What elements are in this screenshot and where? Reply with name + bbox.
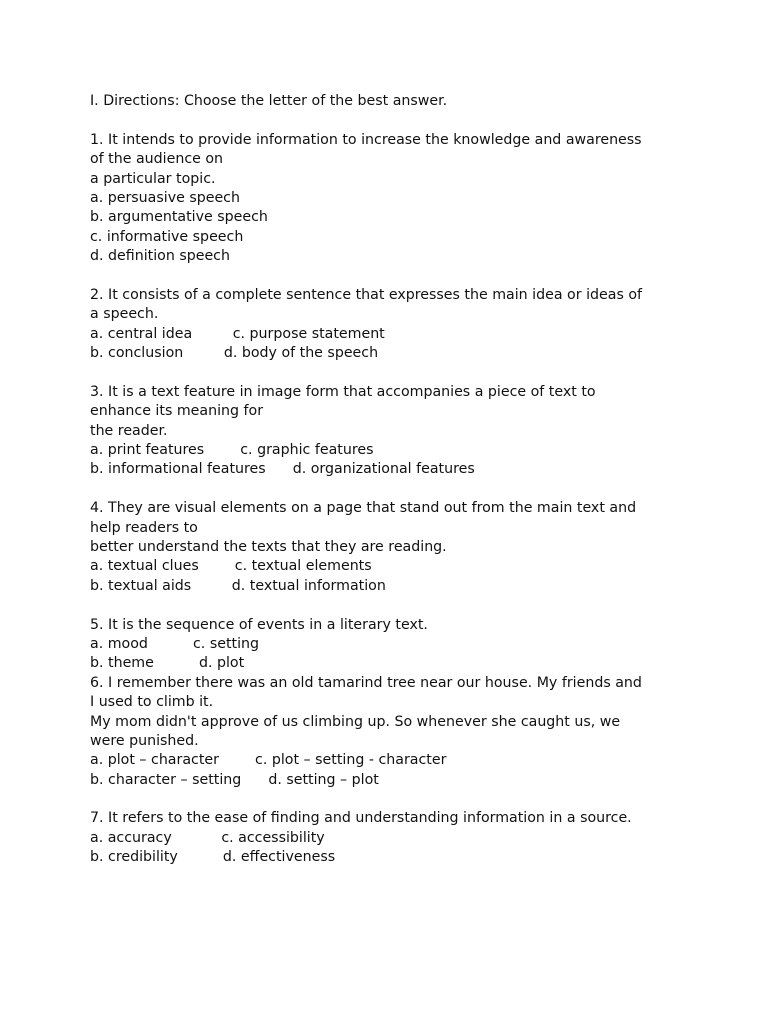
question-block-7: [90, 809, 690, 867]
question-6-text-line: were punished.: [90, 732, 199, 749]
spacer: [90, 596, 690, 615]
question-4-options-bd: b. textual aids d. textual information: [90, 577, 386, 594]
spacer: [90, 267, 690, 286]
question-1-text-line: a particular topic.: [90, 170, 216, 187]
spacer: [90, 363, 690, 382]
question-7-options-ac: a. accuracy c. accessibility: [90, 829, 325, 846]
question-7-options-bd: b. credibility d. effectiveness: [90, 849, 336, 866]
spacer: [90, 111, 690, 130]
question-6-text-line: 6. I remember there was an old tamarind tree near our house. My friends and: [90, 674, 642, 691]
question-1-option-a: a. persuasive speech: [90, 189, 240, 206]
question-block-3: [90, 383, 690, 480]
question-6-text-line: I used to climb it.: [90, 694, 214, 711]
question-5-options-ac: a. mood c. setting: [90, 635, 260, 652]
spacer: [90, 790, 690, 809]
question-1-option-d: d. definition speech: [90, 248, 230, 265]
question-1-option-c: c. informative speech: [90, 228, 244, 245]
question-2-options-bd: b. conclusion d. body of the speech: [90, 345, 379, 362]
question-3-options-ac: a. print features c. graphic features: [90, 442, 374, 459]
question-1-text-line: 1. It intends to provide information to increase the knowledge and awareness: [90, 131, 642, 148]
question-block-2: [90, 286, 690, 364]
question-3-text-line: the reader.: [90, 422, 168, 439]
question-3-options-bd: b. informational features d. organizational features: [90, 461, 475, 478]
directions-heading: I. Directions: Choose the letter of the best answer.: [90, 93, 448, 109]
question-5-options-bd: b. theme d. plot: [90, 655, 245, 672]
question-7-text-line: 7. It refers to the ease of finding and understanding information in a source.: [90, 810, 632, 827]
question-4-text-line: 4. They are visual elements on a page that stand out from the main text and: [90, 500, 637, 517]
question-4-options-ac: a. textual clues c. textual elements: [90, 558, 372, 575]
question-3-text-line: 3. It is a text feature in image form that accompanies a piece of text to: [90, 383, 596, 400]
question-1-option-b: b. argumentative speech: [90, 209, 268, 226]
question-2-options-ac: a. central idea c. purpose statement: [90, 325, 385, 342]
question-4-text-line: help readers to: [90, 519, 198, 536]
question-block-1: [90, 131, 690, 267]
question-6-options-ac: a. plot – character c. plot – setting - character: [90, 752, 447, 769]
question-4-text-line: better understand the texts that they are reading.: [90, 538, 447, 555]
question-6-text-line: My mom didn't approve of us climbing up. So whenever she caught us, we: [90, 713, 621, 730]
question-5-text-line: 5. It is the sequence of events in a literary text.: [90, 616, 428, 633]
question-block-4: [90, 499, 690, 596]
document-page: [90, 92, 690, 868]
question-1-text-line: of the audience on: [90, 151, 224, 168]
question-3-text-line: enhance its meaning for: [90, 403, 264, 420]
question-2-text-line: a speech.: [90, 306, 159, 323]
spacer: [90, 480, 690, 499]
question-2-text-line: 2. It consists of a complete sentence that expresses the main idea or ideas of: [90, 286, 643, 303]
question-block-5-6: [90, 616, 690, 791]
question-6-options-bd: b. character – setting d. setting – plot: [90, 771, 379, 788]
